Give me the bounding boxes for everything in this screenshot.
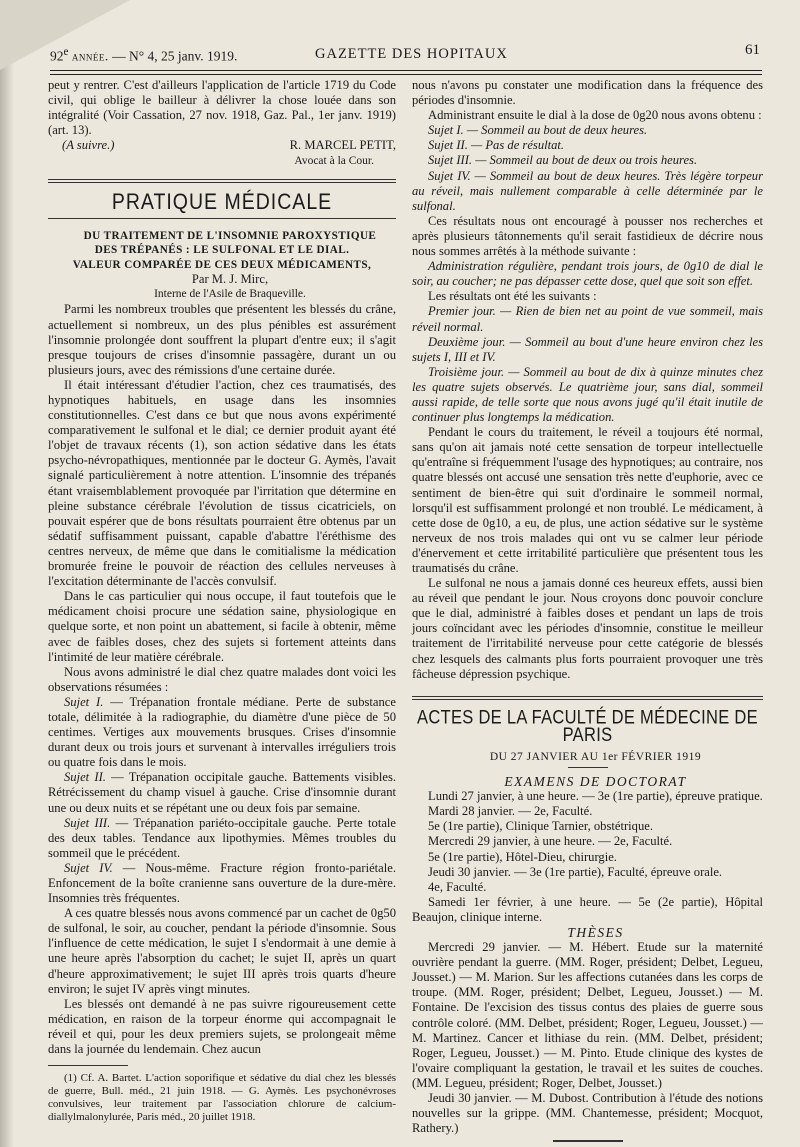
issue-line: 92e année. — N° 4, 25 janv. 1919. [50, 46, 238, 64]
right-column [412, 78, 763, 1142]
exam-entry: 4e, Faculté. [428, 879, 487, 894]
to-be-continued: (A suivre.) [62, 138, 115, 153]
paragraph: Il était intéressant d'étudier l'action, chez ces traumatisés, des hypnotiques habituels, en usage dans les insomnies constitutionnelles. C'est dans ce but que nous avons expérimenté comparativement le sulfonal et le dial; ce dernier produit ayant été l'objet de travaux récents (1), son action sédative dans les états psycho-névropathiques, mentionnée par le docteur G. Aymès, l'avait signalé particulièrement à notre attention. L'insomnie des trépanés étant vraisemblablement provoquée par l'irritation que détermine en pleine substance cérébrale l'évolution de tissus cicatriciels, on pouvait espérer que de bons résultats pourraient être obtenus par un sédatif suffisamment puissant, capable d'abattre l'éréthisme des centres nerveux, de même que dans le comitialisme la médication bromurée freine le pouvoir de réaction des cellules nerveuses à l'excitation déterminante de l'accès convulsif. [48, 377, 396, 589]
thesis-entry: Jeudi 30 janvier. — M. Dubost. Contribution à l'étude des notions nouvelles sur la grippe. (MM. Chantemesse, président; Mocquot, Rathery.) [412, 1091, 763, 1136]
case-subject-3: Sujet III. — Trépanation pariéto-occipitale gauche. Perte totale des deux tables. Tendance aux lipothymies. Mêmes troubles du sommeil que le précédent. [48, 815, 396, 860]
exam-entry: 5e (1re partie), Clinique Tarnier, obstétrique. [428, 819, 653, 834]
paragraph: Pendant le cours du traitement, le réveil a toujours été normal, sans qu'on ait jamais noté cette sensation de torpeur intellectuelle qu'entraîne si fréquemment l'usage des hypnotiques; au contraire, nos quatre blessés ont accusé une sensation très nette d'euphorie, avec ce sentiment de bien-être qui suit d'ordinaire le sommeil normal, lorsqu'il est suffisamment prolongé et non troublé. Le médicament, à cette dose de 0g10, a eu, de plus, une action sédative sur le système nerveux de nos trois malades qui ont vu se calmer leur période d'énervement et cette irritabilité particulière que présentent tous les traumatisés du crâne. [412, 425, 763, 575]
page-header [50, 40, 762, 66]
page-binding-shadow [0, 0, 14, 1147]
paragraph: Nous avons administré le dial chez quatre malades dont voici les observations résumées : [48, 664, 396, 694]
signature-role: Avocat à la Cour. [294, 154, 374, 167]
section-title-pratique: PRATIQUE MÉDICALE [111, 188, 333, 215]
paragraph: Ces résultats nous ont encouragé à pousser nos recherches et après plusieurs tâtonnements qu'il serait fastidieux de décrire nous nous sommes arrêtés à la méthode suivante : [412, 213, 763, 259]
exam-entry: Samedi 1er février, à une heure. — 5e (2e partie), Hôpital Beaujon, clinique interne. [412, 894, 763, 924]
author-institution: Interne de l'Asile de Braqueville. [154, 288, 306, 301]
date-range: DU 27 JANVIER AU 1er FÉVRIER 1919 [489, 750, 702, 763]
result-day-2: Deuxième jour. — Sommeil au bout d'une heure environ chez les sujets I, III et IV. [412, 334, 763, 364]
section-title-actes: ACTES DE LA FACULTÉ DE MÉDECINE DE PARIS [417, 707, 758, 746]
exam-entry: Lundi 27 janvier, à une heure. — 3e (1re partie), épreuve pratique. [428, 789, 763, 804]
journal-title: GAZETTE DES HOPITAUX [315, 46, 508, 62]
result-day-1: Premier jour. — Rien de bien net au point de vue sommeil, mais réveil normal. [412, 304, 763, 334]
article-author: Par M. J. Mirc, [191, 272, 269, 287]
case-subject-2: Sujet II. — Trépanation occipitale gauche. Battements visibles. Rétrécissement du champ visuel à gauche. Crise d'insomnie durant une ou deux nuits et se répétant une ou deux fois par semaine. [48, 770, 397, 815]
paragraph: Administrant ensuite le dial à la dose de 0g20 nous avons obtenu : [428, 108, 762, 123]
paragraph: Le sulfonal ne nous a jamais donné ces heureux effets, aussi bien au réveil que pendant le jour. Nous croyons donc pouvoir conclure que le dial, administré à faibles doses et pendant un laps de trois jours coïncidant avec les périodes d'insomnie, constitue le meilleur traitement de l'irritabilité nerveuse pour cette catégorie de blessés chez lesquels des calmants plus forts pourraient provoquer une très fâcheuse dépression psychique. [412, 576, 763, 681]
page-number: 61 [745, 42, 760, 58]
exam-entry: 5e (1re partie), Hôtel-Dieu, chirurgie. [428, 849, 617, 864]
paragraph: Les blessés ont demandé à ne pas suivre rigoureusement cette médication, en raison de la torpeur énorme qui accompagnait le réveil et qui, pour les deux premiers sujets, se prolongeait même dans la journée du lendemain. Chez aucun [48, 996, 396, 1057]
signature-name: R. MARCEL PETIT, [289, 138, 396, 153]
thesis-entry: Mercredi 29 janvier. — M. Hébert. Etude sur la maternité ouvrière pendant la guerre. (MM. Roger, président; Delbet, Legueu, Jousset.) — M. Marion. Sur les affections cutanées dans les corps de troupe. (MM. Roger, président; Delbet, Legueu, Jousset.) — M. Fontaine. De l'excision des tissus contus des plaies de guerre sous contrôle coloré. (MM. Delbet, président; Roger, Legueu, Jousset.) — M. Martinez. Cancer et lithiase du rein. (MM. Delbet, président; Roger, Legueu, Jousset.) — M. Pinto. Etude clinique des kystes de l'ovaire compliquant la gestation, le travail et les suites de couches. (MM. Legueu, président; Roger, Delbet, Jousset.) [412, 940, 763, 1090]
section-divider [412, 696, 763, 700]
result-subject-2: Sujet II. — Pas de résultat. [428, 138, 565, 153]
result-subject-4: Sujet IV. — Sommeil au bout de deux heures. Très légère torpeur au réveil, mais nullement comparable à celle déterminée par le sulfonal. [412, 168, 763, 213]
header-rule [50, 70, 762, 75]
exams-heading: EXAMENS DE DOCTORAT [504, 774, 687, 790]
theses-heading: THÈSES [567, 924, 624, 940]
result-day-3: Troisième jour. — Sommeil au bout de dix à quinze minutes chez les quatre sujets observés. Le quatrième jour, sans dial, sommeil aussi rapide, de telle sorte que nous avons jugé qu'il était inutile de continuer plus longtemps la médication. [412, 364, 763, 425]
paragraph: nous n'avons pu constater une modification dans la fréquence des périodes d'insomnie. [412, 78, 763, 108]
case-subject-1: Sujet I. — Trépanation frontale médiane. Perte de substance totale, délimitée à la radiographie, du diamètre d'une pièce de 50 centimes. Vertiges aux mouvements brusques. Crises d'insomnie durant deux ou trois jours et survenant à intervalles irréguliers trois ou quatre fois dans le mois. [48, 694, 396, 770]
footnote-rule [48, 1065, 128, 1066]
title-rule [48, 218, 396, 219]
left-column [48, 78, 396, 1124]
paragraph: Les résultats ont été les suivants : [428, 289, 597, 304]
result-subject-1: Sujet I. — Sommeil au bout de deux heures. [428, 123, 648, 138]
method-statement: Administration régulière, pendant trois jours, de 0g10 de dial le soir, au coucher; ne pas dépasser cette dose, quel que soit son effet. [412, 259, 763, 289]
result-subject-3: Sujet III. — Sommeil au bout de deux ou trois heures. [428, 153, 698, 168]
paragraph: Dans le cas particulier qui nous occupe, il faut toutefois que le médicament choisi procure une sédation saine, physiologique en quelque sorte, et non point un abattement, si facile à obtenir, même avec de faibles doses, chez des sujets si fortement atteints dans l'intimité de leur matière cérébrale. [48, 589, 396, 664]
paragraph: A ces quatre blessés nous avons commencé par un cachet de 0g50 de sulfonal, le soir, au coucher, pendant la période d'insomnie. Sous l'influence de cette médication, le sujet I s'endormait à une demie à une heure après l'absorption du cachet; le sujet II, après un quart d'heure approximativement; le sujet III après trois quarts d'heure environ; le sujet IV après vingt minutes. [48, 906, 396, 996]
end-ornament [553, 1140, 623, 1142]
section-divider [48, 179, 396, 183]
footnote: (1) Cf. A. Bartet. L'action soporifique et sédative du dial chez les blessés de guerre, Bull. méd., 21 juin 1918. — G. Aymès. Les psychonévroses convulsives, leur traitement par l'association chlorure de calcium-diallylmalonylurée, Paris méd., 20 juillet 1918. [48, 1072, 396, 1124]
paragraph: Parmi les nombreux troubles que présentent les blessés du crâne, actuellement si nombreux, un des plus pénibles est assurément l'insomnie prolongée dont souffrent la plupart d'entre eux; il s'agit presque toujours de crises d'insomnie passagère, durant un ou plusieurs jours, avec des rémissions d'une certaine durée. [48, 302, 396, 377]
continued-text: peut y rentrer. C'est d'ailleurs l'application de l'article 1719 du Code civil, qui oblige le bailleur à délivrer la chose louée dans son intégralité (Voir Cassation, 27 nov. 1918, Gaz. Pal., 1er janv. 1919) (art. 13). [48, 78, 396, 138]
exam-entry: Mercredi 29 janvier, à une heure. — 2e, Faculté. [428, 834, 673, 849]
case-subject-4: Sujet IV. — Nous-même. Fracture région fronto-pariétale. Enfoncement de la boîte cranienne sans ouverture de la dure-mère. Insomnies très fréquentes. [48, 860, 396, 906]
short-rule [568, 767, 608, 768]
article-subhead: DU TRAITEMENT DE L'INSOMNIE PAROXYSTIQUE DES TRÉPANÉS : LE SULFONAL ET LE DIAL. VALEUR COMPARÉE DE CES DEUX MÉDICAMENTS, [72, 229, 377, 271]
exam-entry: Mardi 28 janvier. — 2e, Faculté. [428, 804, 593, 819]
exam-entry: Jeudi 30 janvier. — 3e (1re partie), Faculté, épreuve orale. [428, 864, 723, 879]
